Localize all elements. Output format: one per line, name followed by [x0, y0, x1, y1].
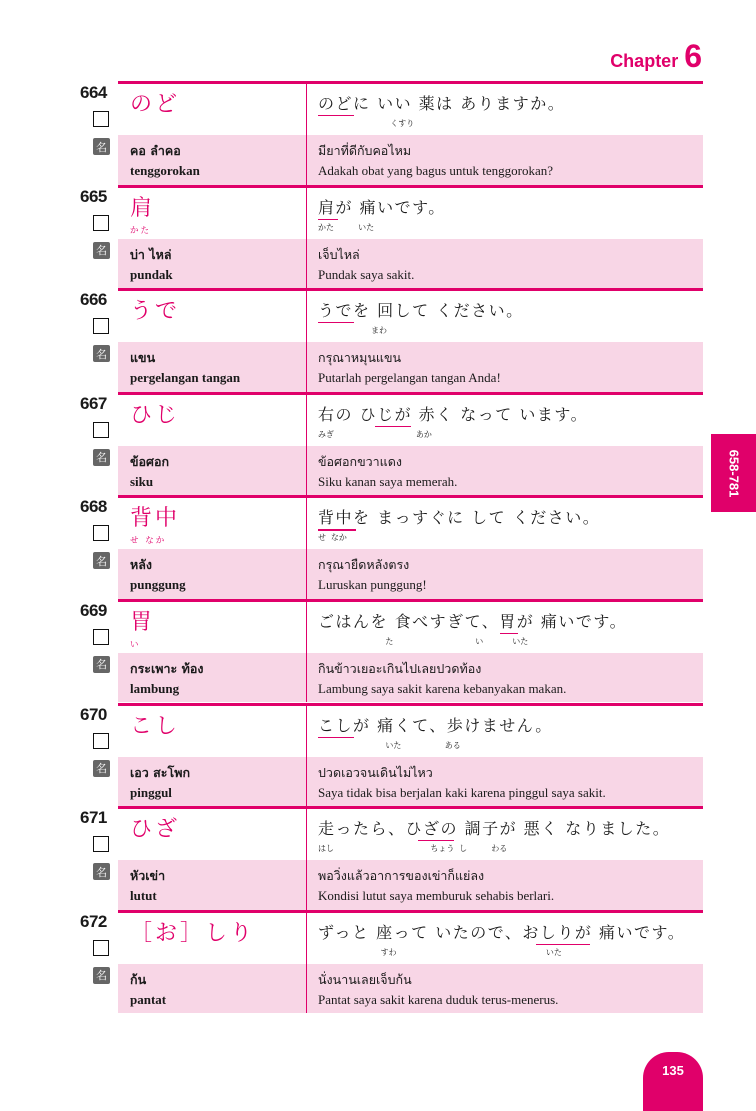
example-sentence: ずっと 座って いたので、おしりが 痛いです。: [318, 922, 686, 942]
keyword-underline: [318, 529, 356, 530]
indonesian-translation: pergelangan tangan: [130, 370, 241, 386]
indonesian-sentence-translation: Luruskan punggung!: [318, 577, 427, 593]
japanese-row: [118, 188, 703, 239]
thai-sentence-translation: ปวดเอวจนเดินไม่ไหว: [318, 764, 433, 780]
indonesian-translation: lutut: [130, 888, 157, 904]
headword-reading: い: [130, 639, 141, 650]
japanese-row: [118, 602, 703, 653]
thai-sentence-translation: มียาที่ดีกับคอไหม: [318, 143, 412, 158]
part-of-speech-badge: 名: [93, 345, 110, 362]
translation-row: [118, 446, 703, 496]
keyword-underline: [418, 840, 454, 841]
thai-translation: หัวเข่า: [130, 868, 166, 884]
headword: 背中: [130, 506, 181, 532]
study-checkbox[interactable]: [93, 422, 109, 438]
vocab-entry: [80, 81, 703, 185]
translation-row: [118, 860, 703, 910]
chapter-heading: [610, 38, 702, 75]
headword: こし: [130, 713, 181, 739]
chapter-number: 6: [684, 38, 702, 74]
example-sentence: こしが 痛くて、歩けません。: [318, 715, 553, 735]
example-sentence-reading: みぎ あか: [318, 429, 432, 439]
vocab-entry: [80, 599, 703, 703]
entry-card: [118, 392, 703, 496]
part-of-speech-badge: 名: [93, 656, 110, 673]
example-sentence-reading: た い いた: [318, 636, 529, 646]
entry-number: 664: [80, 83, 107, 102]
keyword-underline: [318, 115, 354, 116]
chapter-word: Chapter: [610, 51, 679, 71]
indonesian-translation: pinggul: [130, 784, 172, 800]
japanese-row: [118, 291, 703, 342]
example-sentence-reading: くすり: [318, 119, 415, 128]
japanese-row: [118, 706, 703, 757]
thai-sentence-translation: เจ็บไหล่: [318, 246, 360, 262]
study-checkbox[interactable]: [93, 940, 109, 956]
entry-card: [118, 288, 703, 392]
thai-translation: แขน: [130, 350, 156, 366]
entry-card: [118, 185, 703, 289]
translation-row: [118, 239, 703, 289]
vocabulary-list: [80, 81, 703, 1013]
study-checkbox[interactable]: [93, 629, 109, 645]
japanese-row: [118, 809, 703, 860]
indonesian-sentence-translation: Pundak saya sakit.: [318, 266, 415, 282]
part-of-speech-badge: 名: [93, 449, 110, 466]
entry-number: 665: [80, 186, 107, 206]
vocab-entry: [80, 495, 703, 599]
japanese-row: [118, 84, 703, 135]
japanese-row: [118, 498, 703, 549]
vocab-entry: [80, 185, 703, 289]
entry-number: 672: [80, 911, 107, 931]
translation-row: [118, 135, 703, 185]
page-number: 135: [662, 1063, 684, 1078]
entry-number: 671: [80, 808, 107, 828]
entry-number: 668: [80, 497, 107, 517]
example-sentence: ごはんを 食べすぎて、胃が 痛いです。: [318, 611, 628, 631]
vocab-entry: [80, 910, 703, 1014]
keyword-underline: [318, 322, 354, 323]
keyword-underline: [536, 944, 590, 945]
column-divider: [306, 602, 307, 703]
headword: ひざ: [130, 817, 181, 843]
example-sentence: 背中を まっすぐに して ください。: [318, 508, 601, 528]
thai-sentence-translation: พอวิ่งแล้วอาการของเข่าก็แย่ลง: [318, 868, 485, 884]
indonesian-translation: siku: [130, 473, 154, 489]
keyword-underline: [318, 737, 354, 738]
study-checkbox[interactable]: [93, 111, 109, 127]
column-divider: [306, 706, 307, 807]
indonesian-sentence-translation: Kondisi lutut saya memburuk sehabis berlari.: [318, 888, 555, 904]
headword: 肩: [130, 195, 156, 221]
vocab-entry: [80, 703, 703, 807]
example-sentence: うでを 回して ください。: [318, 301, 524, 321]
headword: ［お］しり: [130, 920, 256, 946]
section-range-label: 658-781: [726, 449, 741, 497]
example-sentence: 走ったら、ひざの 調子が 悪く なりました。: [318, 819, 671, 839]
part-of-speech-badge: 名: [93, 138, 110, 155]
indonesian-translation: lambung: [130, 680, 180, 696]
section-range-tab: [711, 434, 756, 512]
example-sentence: 右の ひじが 赤く なって います。: [318, 404, 589, 424]
vocab-entry: [80, 806, 703, 910]
column-divider: [306, 809, 307, 910]
vocab-entry: [80, 392, 703, 496]
entry-number: 666: [80, 290, 107, 310]
column-divider: [306, 188, 307, 289]
example-sentence: のどに いい 薬は ありますか。: [318, 94, 566, 113]
thai-translation: หลัง: [130, 557, 153, 573]
translation-row: [118, 653, 703, 703]
example-sentence: 肩が 痛いです。: [318, 197, 446, 217]
study-checkbox[interactable]: [93, 836, 109, 852]
indonesian-translation: pantat: [130, 991, 167, 1007]
indonesian-translation: pundak: [130, 266, 173, 282]
part-of-speech-badge: 名: [93, 967, 110, 984]
japanese-row: [118, 395, 703, 446]
indonesian-sentence-translation: Lambung saya sakit karena kebanyakan makan.: [318, 680, 567, 696]
vocab-entry: [80, 288, 703, 392]
entry-card: [118, 81, 703, 185]
example-sentence-reading: はし ちょう し わる: [318, 844, 508, 854]
keyword-underline: [318, 219, 338, 220]
study-checkbox[interactable]: [93, 318, 109, 334]
thai-sentence-translation: กรุณาหมุนแขน: [318, 350, 402, 366]
thai-sentence-translation: ข้อศอกขวาแดง: [318, 453, 402, 469]
translation-row: [118, 342, 703, 392]
translation-row: [118, 964, 703, 1014]
part-of-speech-badge: 名: [93, 760, 110, 777]
thai-sentence-translation: กรุณายืดหลังตรง: [318, 557, 410, 573]
example-sentence-reading: まわ: [318, 326, 387, 336]
entry-card: [118, 910, 703, 1014]
thai-translation: กระเพาะ ท้อง: [130, 660, 204, 676]
thai-sentence-translation: กินข้าวเยอะเกินไปเลยปวดท้อง: [318, 660, 482, 676]
column-divider: [306, 395, 307, 496]
study-checkbox[interactable]: [93, 215, 109, 231]
translation-row: [118, 757, 703, 807]
thai-translation: บ่า ไหล่: [130, 246, 172, 262]
thai-sentence-translation: นั่งนานเลยเจ็บก้น: [318, 971, 412, 987]
example-sentence-reading: いた ある: [318, 740, 461, 750]
thai-translation: ก้น: [130, 971, 147, 987]
entry-number: 669: [80, 600, 107, 620]
column-divider: [306, 84, 307, 185]
column-divider: [306, 291, 307, 392]
example-sentence-reading: すわ いた: [318, 947, 562, 957]
entry-card: [118, 703, 703, 807]
example-sentence-reading: かた いた: [318, 222, 375, 232]
indonesian-sentence-translation: Siku kanan saya memerah.: [318, 473, 458, 489]
thai-translation: เอว สะโพก: [130, 764, 191, 780]
keyword-underline: [375, 426, 411, 427]
part-of-speech-badge: 名: [93, 552, 110, 569]
indonesian-sentence-translation: Adakah obat yang bagus untuk tenggorokan?: [318, 163, 554, 178]
headword-reading: せ なか: [130, 536, 167, 547]
study-checkbox[interactable]: [93, 733, 109, 749]
column-divider: [306, 498, 307, 599]
study-checkbox[interactable]: [93, 525, 109, 541]
example-sentence-reading: せ なか: [318, 533, 347, 543]
indonesian-sentence-translation: Putarlah pergelangan tangan Anda!: [318, 370, 501, 386]
page-number-tab: [643, 1052, 703, 1111]
column-divider: [306, 913, 307, 1014]
part-of-speech-badge: 名: [93, 242, 110, 259]
entry-card: [118, 806, 703, 910]
entry-number: 667: [80, 393, 107, 413]
japanese-row: [118, 913, 703, 964]
indonesian-translation: punggung: [130, 577, 186, 593]
indonesian-sentence-translation: Pantat saya sakit karena duduk terus-menerus.: [318, 991, 559, 1007]
indonesian-sentence-translation: Saya tidak bisa berjalan kaki karena pinggul saya sakit.: [318, 784, 606, 800]
thai-translation: คอ ลำคอ: [130, 143, 181, 158]
keyword-underline: [500, 633, 518, 634]
part-of-speech-badge: 名: [93, 863, 110, 880]
entry-card: [118, 495, 703, 599]
headword: のど: [130, 92, 181, 117]
headword: ひじ: [130, 402, 181, 428]
headword: うで: [130, 299, 181, 325]
translation-row: [118, 549, 703, 599]
entry-number: 670: [80, 704, 107, 724]
thai-translation: ข้อศอก: [130, 453, 170, 469]
indonesian-translation: tenggorokan: [130, 163, 200, 178]
headword-reading: かた: [130, 225, 152, 236]
headword: 胃: [130, 609, 156, 635]
entry-card: [118, 599, 703, 703]
